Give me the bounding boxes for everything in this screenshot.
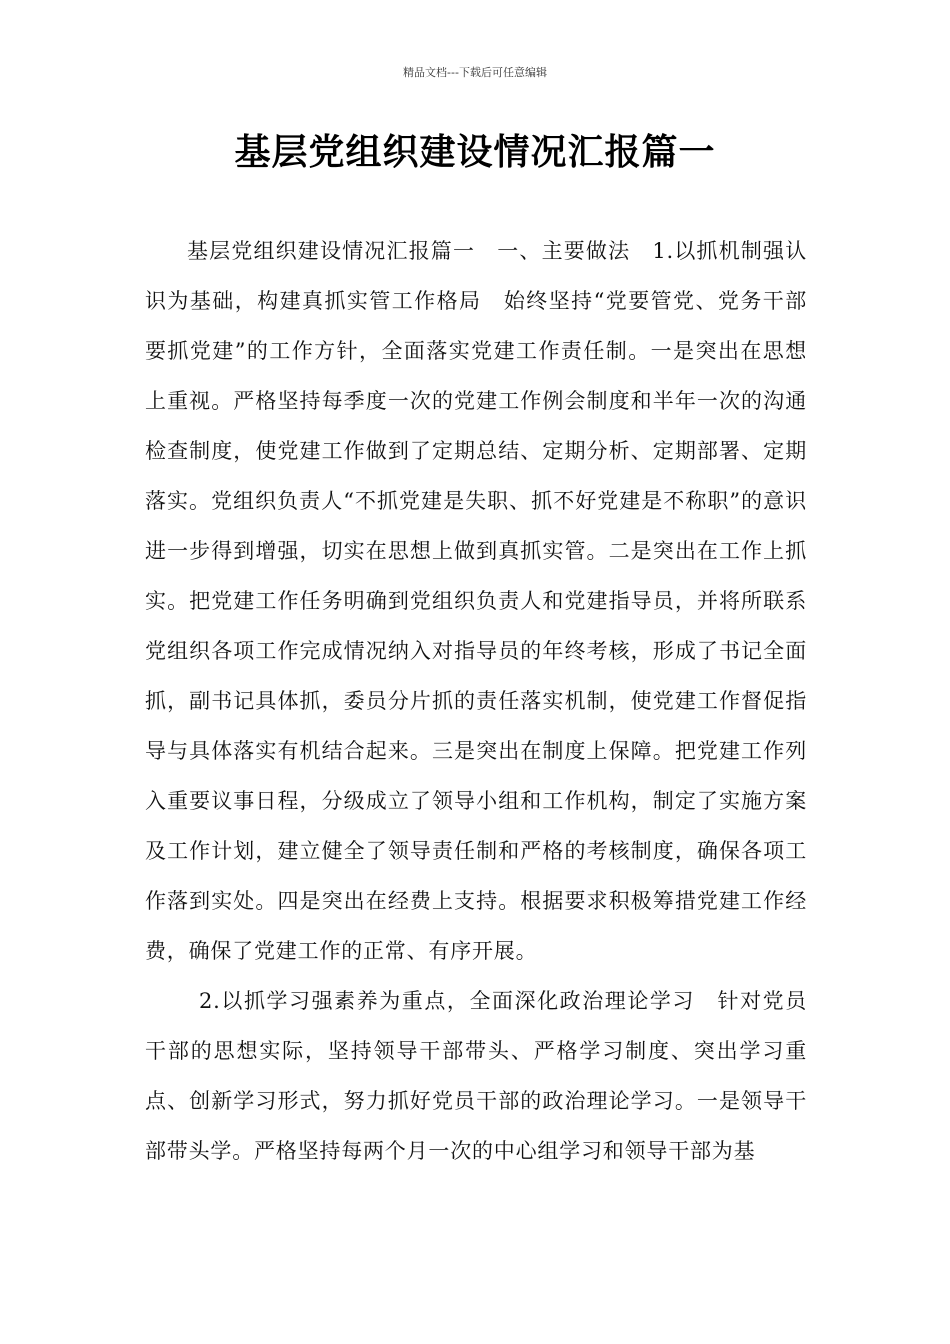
paragraph-2: 2.以抓学习强素养为重点，全面深化政治理论学习 针对党员干部的思想实际，坚持领导干部带头、严格学习制度、突出学习重点、创新学习形式，努力抓好党员干部的政治理论学习。一是领导干部带头学。严格坚持每两个月一次的中心组学习和领导干部为基: [145, 989, 807, 1163]
document-title: 基层党组织建设情况汇报篇一: [234, 132, 716, 173]
document-body: [145, 226, 807, 1176]
header-note: 精品文档---下载后可任意编辑: [403, 66, 547, 79]
paragraph-1: 基层党组织建设情况汇报篇一 一、主要做法 1.以抓机制强认识为基础，构建真抓实管工作格局 始终坚持“党要管党、党务干部要抓党建”的工作方针，全面落实党建工作责任制。一是突出在思想上重视。严格坚持每季度一次的党建工作例会制度和半年一次的沟通检查制度，使党建工作做到了定期总结、定期分析、定期部署、定期落实。党组织负责人“不抓党建是失职、抓不好党建是不称职”的意识进一步得到增强，切实在思想上做到真抓实管。二是突出在工作上抓实。把党建工作任务明确到党组织负责人和党建指导员，并将所联系党组织各项工作完成情况纳入对指导员的年终考核，形成了书记全面抓，副书记具体抓，委员分片抓的责任落实机制，使党建工作督促指导与具体落实有机结合起来。三是突出在制度上保障。把党建工作列入重要议事日程，分级成立了领导小组和工作机构，制定了实施方案及工作计划，建立健全了领导责任制和严格的考核制度，确保各项工作落到实处。四是突出在经费上支持。根据要求积极筹措党建工作经费，确保了党建工作的正常、有序开展。: [145, 239, 807, 963]
